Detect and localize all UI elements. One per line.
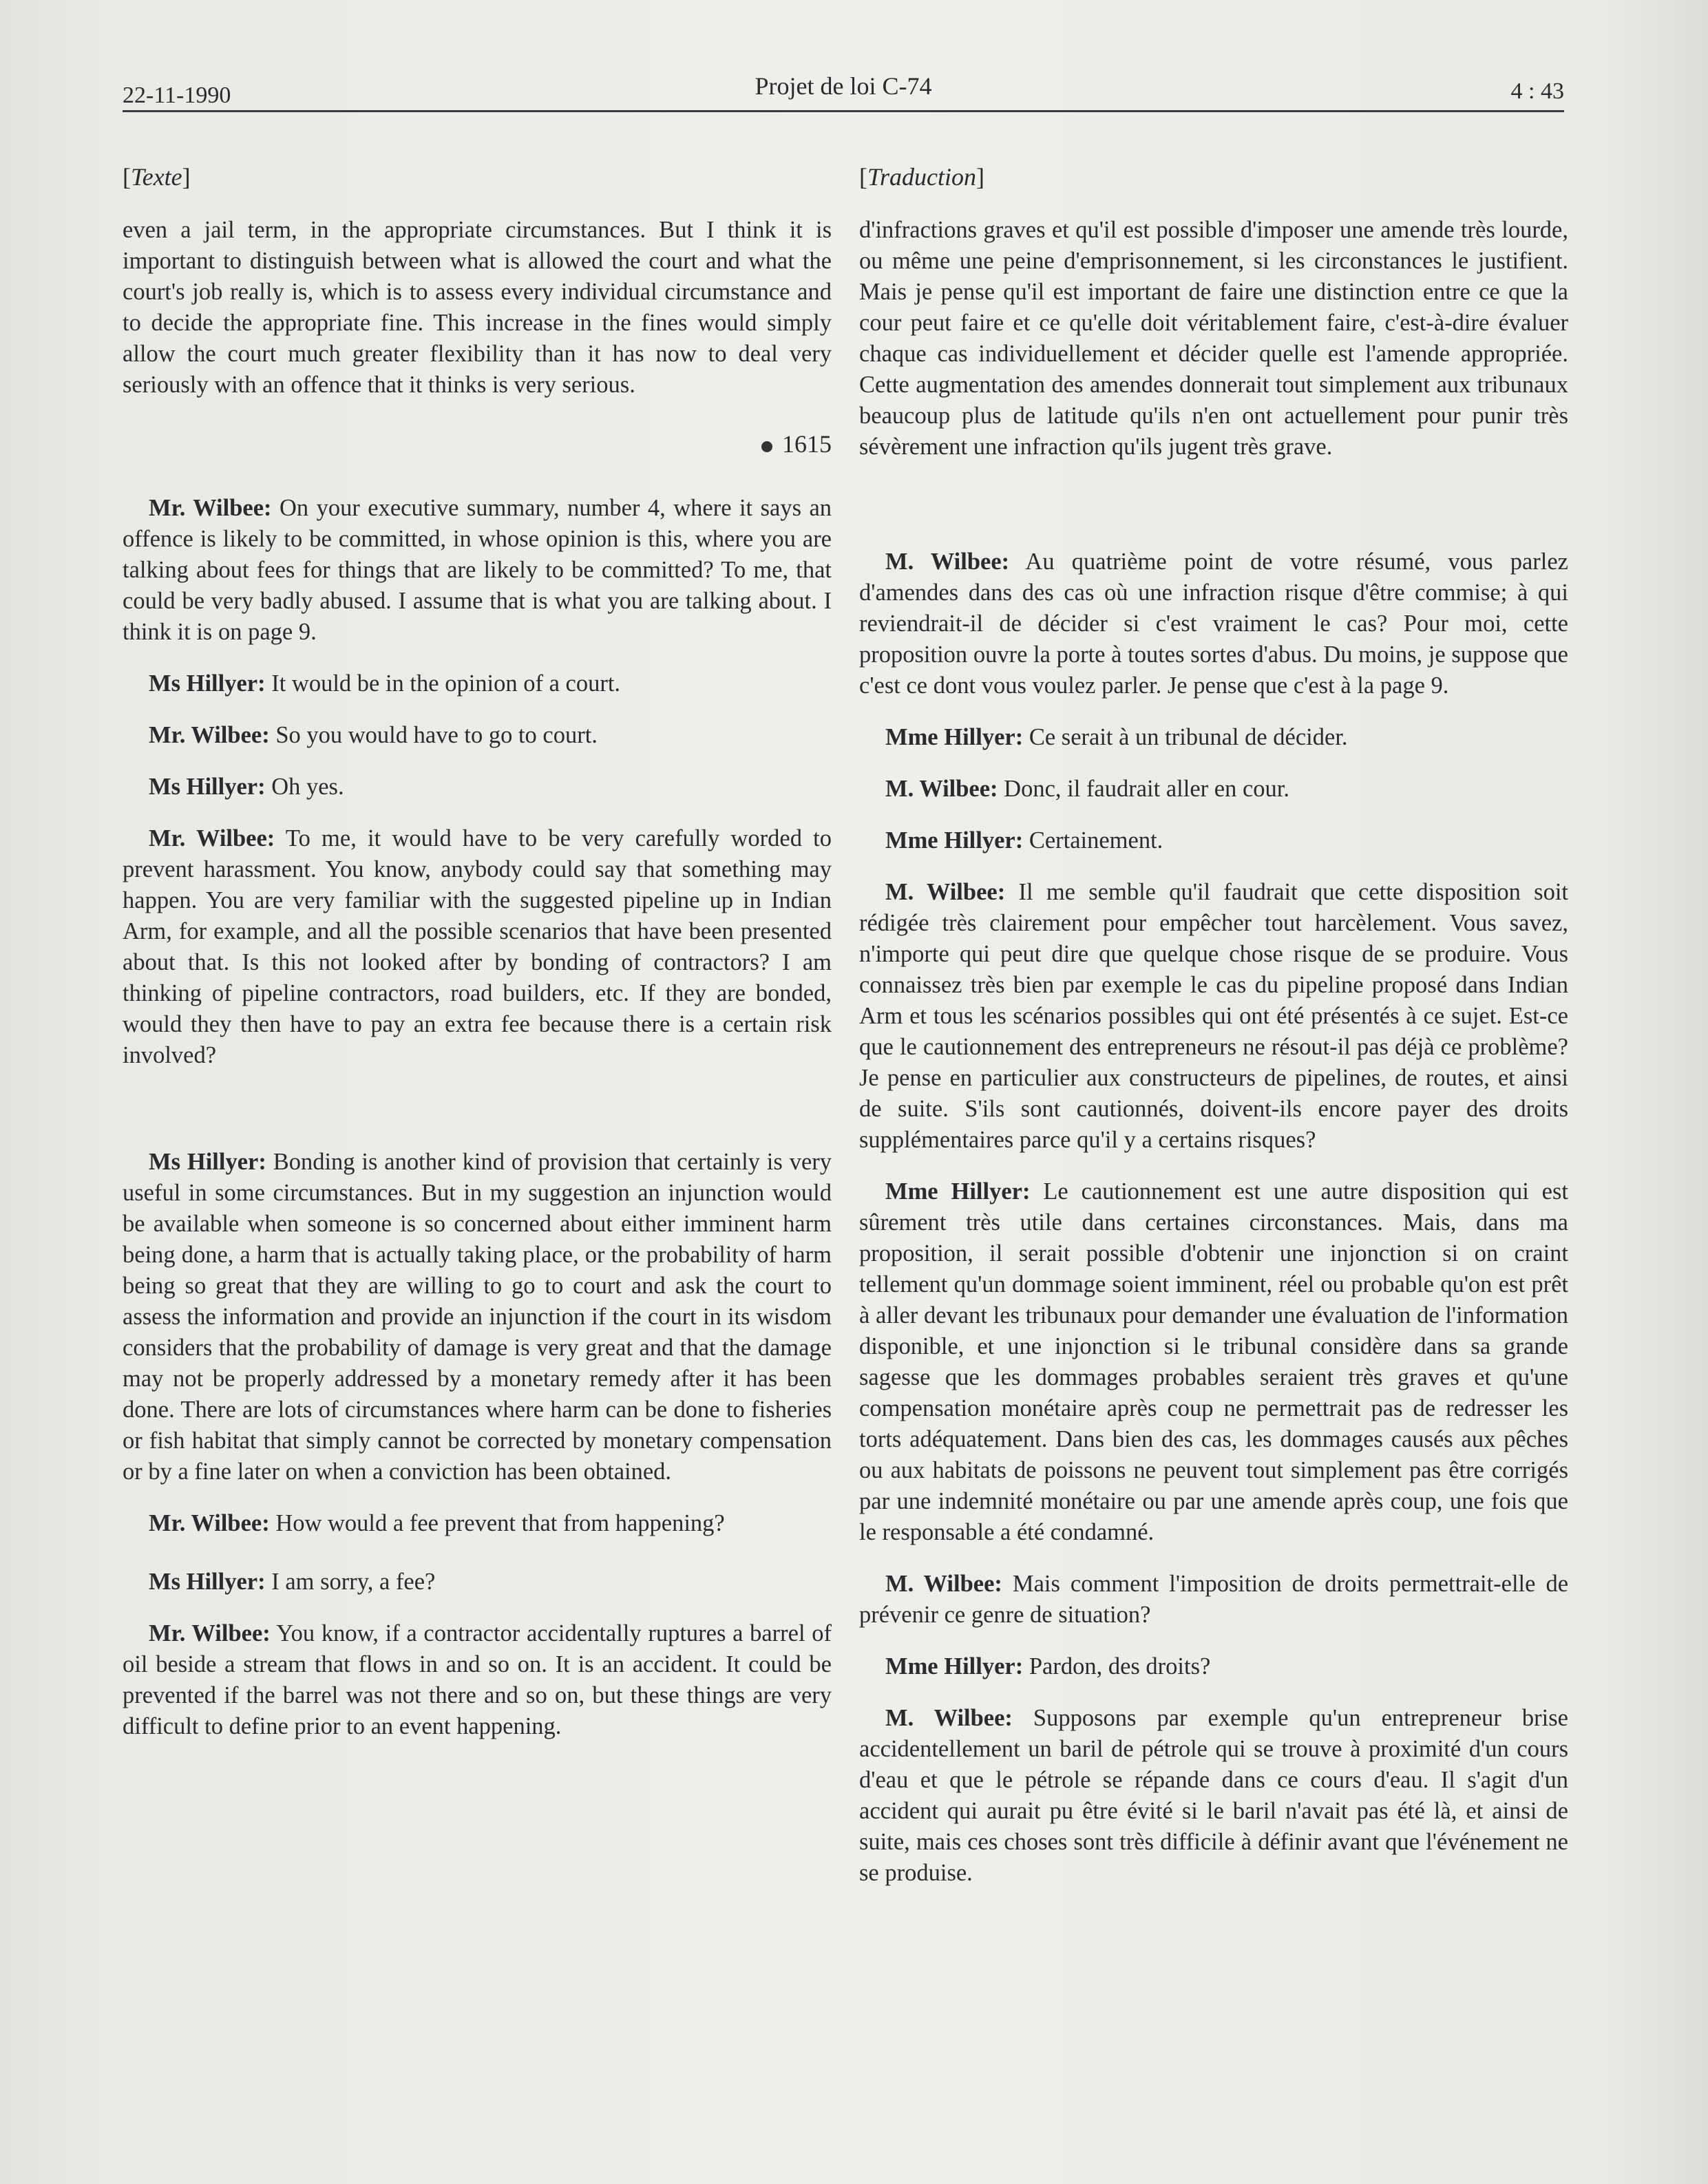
speech-paragraph xyxy=(859,877,1568,1156)
speaker-name: Ms Hillyer: xyxy=(149,670,266,697)
speech-text: To me, it would have to be very carefully worded to prevent harassment. You know, anybody could say that something may happen. You are very familiar with the suggested pipeline up in Indian Arm, for example, and all the possible scenarios that have been presented about that. Is this not looked after by bonding of contractors? I am thinking of pipeline contractors, road builders, etc. If they are bonded, would they then have to pay an extra fee because there is a certain risk involved? xyxy=(123,825,832,1068)
label-bracket-open: [ xyxy=(859,163,867,191)
column-label-traduction xyxy=(859,162,1568,191)
speech-text: You know, if a contractor accidentally ruptures a barrel of oil beside a stream that flows in and so on. It is an accident. It could be prevented if the barrel was not there and so on, but these things are very difficult to define prior to an event happening. xyxy=(123,1620,832,1739)
header-rule xyxy=(123,110,1564,112)
speaker-name: Mme Hillyer: xyxy=(885,827,1024,854)
label-text: Texte xyxy=(131,163,182,191)
speech-paragraph xyxy=(123,1567,832,1598)
speech-text: Au quatrième point de votre résumé, vous parlez d'amendes dans des cas où une infraction risque d'être commise; à qui reviendrait-il de décider si c'est vraiment le cas? Pour moi, cette proposition ouvre la porte à toutes sortes d'abus. Du moins, je suppose que c'est ce dont vous voulez parler. Je pense que c'est à la page 9. xyxy=(859,549,1568,699)
english-column xyxy=(123,162,832,1763)
speaker-name: Mme Hillyer: xyxy=(885,1178,1031,1205)
speech-text: I am sorry, a fee? xyxy=(265,1569,436,1595)
speech-text: How would a fee prevent that from happening? xyxy=(269,1510,725,1536)
speech-paragraph xyxy=(123,772,832,803)
bullet-icon xyxy=(761,441,772,452)
speech-text: On your executive summary, number 4, where it says an offence is likely to be committed, in whose opinion is this, where you are talking about fees for things that are likely to be committed? To me, that could be very badly abused. I assume that is what you are talking about. I think it is on page 9. xyxy=(123,495,832,645)
speech-paragraph xyxy=(859,1651,1568,1682)
column-label-texte xyxy=(123,162,832,191)
speech-text: Donc, il faudrait aller en cour. xyxy=(998,776,1289,802)
label-text: Traduction xyxy=(867,163,977,191)
label-bracket-close: ] xyxy=(976,163,985,191)
speaker-name: M. Wilbee: xyxy=(885,549,1010,575)
intro-paragraph: even a jail term, in the appropriate circumstances. But I think it is important to distinguish between what is allowed the court and what the court's job really is, which is to assess every individual circumstance and to decide the appropriate fine. This increase in the fines would simply allow the court much greater flexibility than it has now to deal very seriously with an offence that it thinks is very serious. xyxy=(123,217,832,398)
speech-paragraph xyxy=(123,1508,832,1539)
speech-paragraph xyxy=(123,1618,832,1742)
speech-paragraph xyxy=(859,1569,1568,1631)
speaker-name: M. Wilbee: xyxy=(885,879,1006,905)
page-header xyxy=(123,72,1564,113)
speech-paragraph xyxy=(859,547,1568,701)
speaker-name: M. Wilbee: xyxy=(885,776,998,802)
speech-paragraph xyxy=(859,825,1568,856)
speech-text: Certainement. xyxy=(1023,827,1163,854)
speech-paragraph xyxy=(859,722,1568,753)
speaker-name: M. Wilbee: xyxy=(885,1705,1013,1731)
speech-paragraph xyxy=(123,823,832,1071)
speaker-name: Mr. Wilbee: xyxy=(149,825,275,851)
speaker-name: Mr. Wilbee: xyxy=(149,495,272,521)
label-bracket-open: [ xyxy=(123,163,131,191)
speaker-name: Mme Hillyer: xyxy=(885,1653,1024,1679)
header-date: 22-11-1990 xyxy=(123,83,231,108)
speaker-name: Mr. Wilbee: xyxy=(149,722,270,748)
speech-text: Mais comment l'imposition de droits permettrait-elle de prévenir ce genre de situation? xyxy=(859,1571,1569,1628)
speech-paragraph xyxy=(123,720,832,751)
time-marker-text: 1615 xyxy=(782,430,832,458)
speech-text: Bonding is another kind of provision that certainly is very useful in some circumstances. But in my suggestion an injunction would be available when someone is so concerned about either imminent harm being done, a harm that is actually taking place, or the probability of harm being so great that they are willing to go to court and ask the court to assess the information and provide an injunction if the court in its wisdom considers that the probability of damage is very great and that the damage may not be properly addressed by a monetary remedy after it has been done. There are lots of circumstances where harm can be done to fisheries or fish habitat that simply cannot be corrected by monetary compensation or by a fine later on when a conviction has been obtained. xyxy=(123,1149,832,1485)
speech-paragraph xyxy=(123,493,832,648)
header-title: Projet de loi C-74 xyxy=(755,72,932,100)
speech-paragraph xyxy=(123,1147,832,1487)
speaker-name: M. Wilbee: xyxy=(885,1571,1002,1597)
speaker-name: Mme Hillyer: xyxy=(885,724,1024,750)
speech-text: It would be in the opinion of a court. xyxy=(265,670,621,697)
speech-text: Supposons par exemple qu'un entrepreneur brise accidentellement un baril de pétrole qui se trouve à proximité d'un cours d'eau et que le pétrole se répande dans ce cours d'eau. Il s'agit d'un accident qui aurait pu être évité si le baril n'avait pas été là, et ainsi de suite, mais ces choses sont très difficile à définir avant que l'événement ne se produise. xyxy=(859,1705,1568,1886)
speech-text: Le cautionnement est une autre disposition qui est sûrement très utile dans certaines circonstances. Mais, dans ma proposition, il serait possible d'obtenir une injonction si on craint tellement qu'un dommage soient imminent, réel ou probable qu'on est prêt à aller devant les tribunaux pour demander une évaluation de l'information disponible, et une injonction si le tribunal considère dans sa grande sagesse que les dommages probables seraient très graves et qu'une compensation monétaire après coup ne permettrait pas de redresser les torts adéquatement. Dans bien des cas, les dommages causés aux pêches ou aux habitats de poissons ne peuvent tout simplement pas être corrigés par une indemnité monétaire ou par une amende après coup, une fois que le responsable a été condamné. xyxy=(859,1178,1568,1545)
time-marker xyxy=(123,430,832,458)
intro-paragraph: d'infractions graves et qu'il est possible d'imposer une amende très lourde, ou même une peine d'emprisonnement, si les circonstances le justifient. Mais je pense qu'il est important de faire une distinction entre ce que la cour peut faire et ce qu'elle doit véritablement faire, c'est-à-dire évaluer chaque cas individuellement et décider quelle est l'amende appropriée. Cette augmentation des amendes donnerait tout simplement aux tribunaux beaucoup plus de latitude qu'ils n'en ont actuellement pour punir très sévèrement une infraction qu'ils jugent très grave. xyxy=(859,217,1568,460)
header-page-ref: 4 : 43 xyxy=(1510,78,1564,104)
speaker-name: Mr. Wilbee: xyxy=(149,1620,271,1646)
speech-paragraph xyxy=(859,774,1568,805)
speech-text: Ce serait à un tribunal de décider. xyxy=(1023,724,1348,750)
speech-paragraph xyxy=(859,1176,1568,1548)
speaker-name: Ms Hillyer: xyxy=(149,1569,266,1595)
speech-text: Il me semble qu'il faudrait que cette disposition soit rédigée très clairement pour empêcher tout harcèlement. Vous savez, n'importe qui peut dire que quelque chose risque de se produire. Vous connaissez très bien par exemple le cas du pipeline proposé dans Indian Arm et tous les scénarios possibles qui ont été présentés à ce sujet. Est-ce que le cautionnement des entrepreneurs ne résout-il pas déjà ce problème? Je pense en particulier aux constructeurs de pipelines, de routes, et ainsi de suite. S'ils sont cautionnés, doivent-ils encore payer des droits supplémentaires parce qu'il y a certains risques? xyxy=(859,879,1568,1153)
label-bracket-close: ] xyxy=(182,163,191,191)
speaker-name: Ms Hillyer: xyxy=(149,774,266,800)
speech-text: So you would have to go to court. xyxy=(269,722,598,748)
speech-paragraph xyxy=(123,668,832,699)
french-column xyxy=(859,162,1568,1909)
speech-text: Oh yes. xyxy=(265,774,344,800)
speech-paragraph xyxy=(859,1703,1568,1889)
speaker-name: Ms Hillyer: xyxy=(149,1149,266,1175)
speech-text: Pardon, des droits? xyxy=(1023,1653,1211,1679)
speaker-name: Mr. Wilbee: xyxy=(149,1510,270,1536)
